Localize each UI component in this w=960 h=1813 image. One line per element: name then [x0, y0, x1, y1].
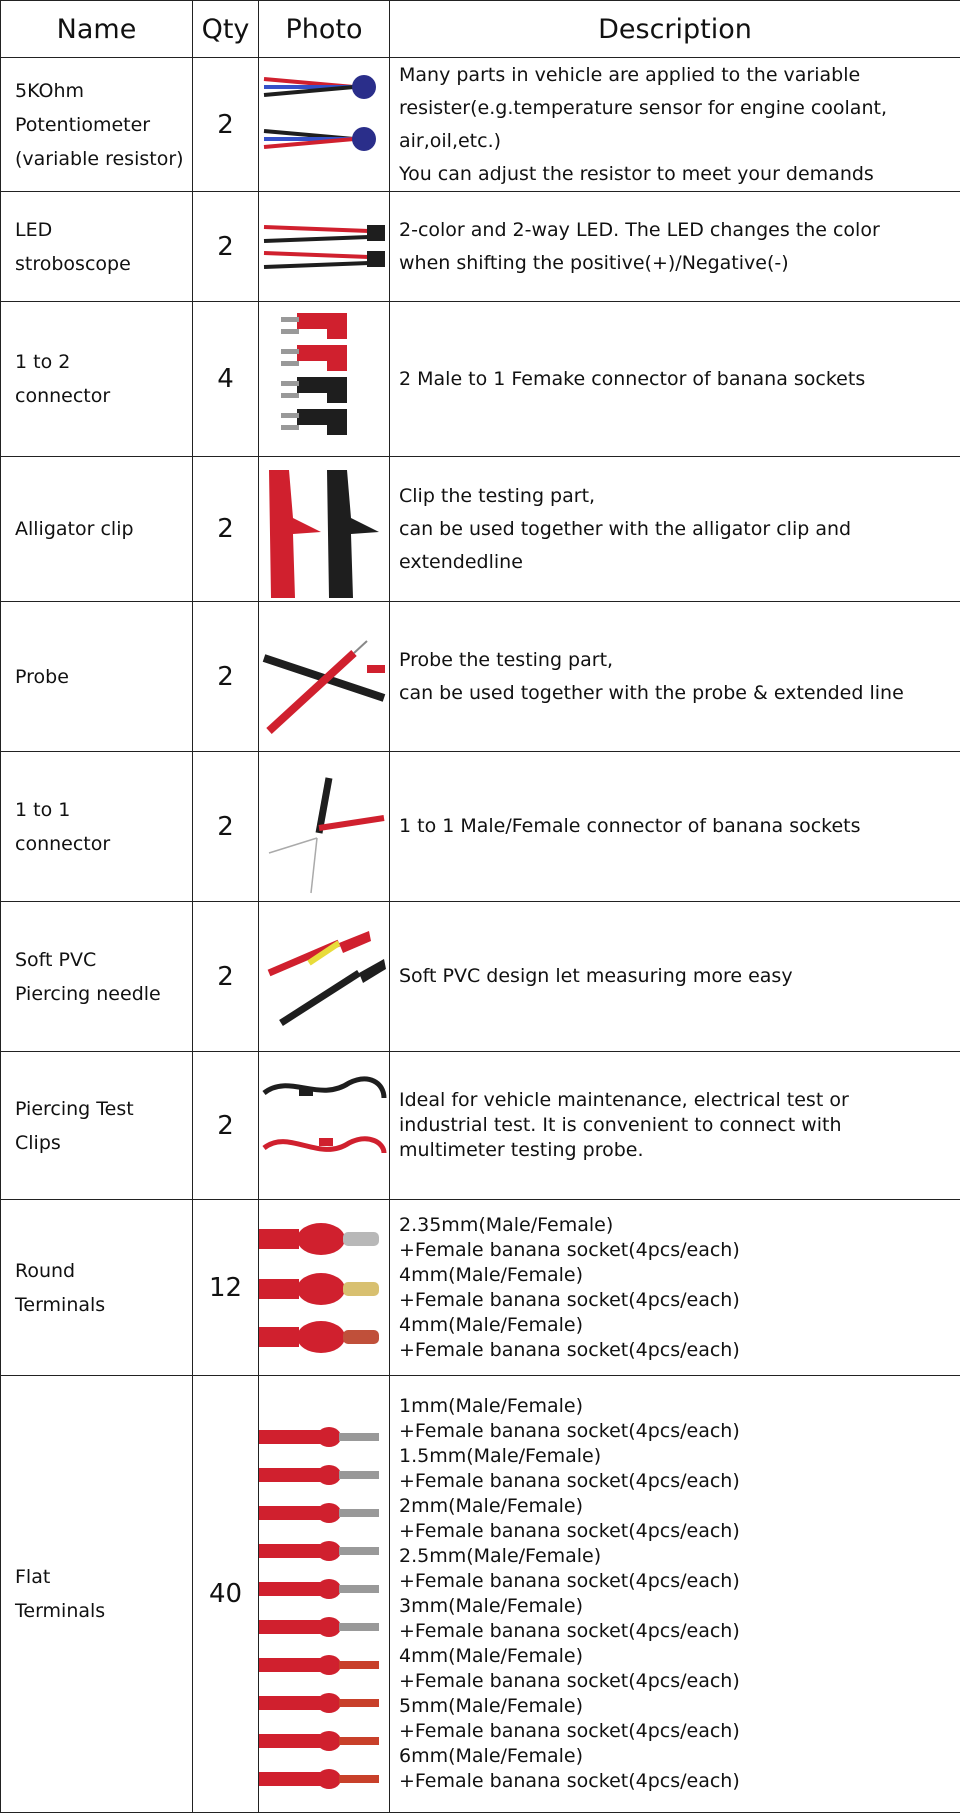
table-row [1, 602, 960, 752]
part-name-line: Round [15, 1254, 192, 1288]
part-description [390, 602, 960, 752]
description-line: 1.5mm(Male/Female) [399, 1444, 956, 1469]
round-terminals-photo [259, 1201, 390, 1375]
description-line: air,oil,etc.) [399, 125, 956, 158]
part-name [1, 192, 193, 302]
part-description [390, 58, 960, 192]
part-name-line: stroboscope [15, 247, 192, 281]
description-line: 1 to 1 Male/Female connector of banana sockets [399, 810, 956, 843]
description-line: Many parts in vehicle are applied to the variable [399, 59, 956, 92]
table-row [1, 752, 960, 902]
table-row [1, 302, 960, 457]
part-name [1, 902, 193, 1052]
part-qty: 12 [193, 1200, 259, 1376]
part-name [1, 302, 193, 457]
part-qty: 2 [193, 902, 259, 1052]
part-photo [259, 58, 390, 192]
description-line: +Female banana socket(4pcs/each) [399, 1338, 956, 1363]
part-name-line: 1 to 1 [15, 793, 192, 827]
part-name [1, 1052, 193, 1200]
description-line: +Female banana socket(4pcs/each) [399, 1519, 956, 1544]
part-name-line: (variable resistor) [15, 142, 192, 176]
part-description [390, 1052, 960, 1200]
part-name-line: connector [15, 827, 192, 861]
description-line: can be used together with the probe & extended line [399, 677, 956, 710]
description-line: extendedline [399, 546, 956, 579]
part-name-line: Probe [15, 660, 192, 694]
part-photo [259, 1376, 390, 1813]
part-photo [259, 302, 390, 457]
piercing-needle-photo [259, 903, 390, 1051]
description-line: +Female banana socket(4pcs/each) [399, 1419, 956, 1444]
header-row [1, 1, 960, 58]
description-line: 5mm(Male/Female) [399, 1694, 956, 1719]
description-line: multimeter testing probe. [399, 1138, 956, 1163]
part-photo [259, 1052, 390, 1200]
description-line: +Female banana socket(4pcs/each) [399, 1769, 956, 1794]
part-photo [259, 192, 390, 302]
description-line: +Female banana socket(4pcs/each) [399, 1619, 956, 1644]
table-row [1, 58, 960, 192]
description-line: 4mm(Male/Female) [399, 1263, 956, 1288]
description-line: +Female banana socket(4pcs/each) [399, 1469, 956, 1494]
part-description [390, 302, 960, 457]
description-line: 4mm(Male/Female) [399, 1313, 956, 1338]
description-line: +Female banana socket(4pcs/each) [399, 1719, 956, 1744]
description-line: +Female banana socket(4pcs/each) [399, 1288, 956, 1313]
table-row [1, 902, 960, 1052]
part-name-line: Piercing Test [15, 1092, 192, 1126]
part-description [390, 1376, 960, 1813]
flat-terminals-photo [259, 1377, 390, 1812]
part-photo [259, 602, 390, 752]
part-name-line: 5KOhm [15, 74, 192, 108]
part-name-line: 1 to 2 [15, 345, 192, 379]
part-name [1, 1200, 193, 1376]
part-photo [259, 752, 390, 902]
part-name [1, 602, 193, 752]
description-line: 2.5mm(Male/Female) [399, 1544, 956, 1569]
part-description [390, 1200, 960, 1376]
part-name-line: Terminals [15, 1594, 192, 1628]
table-row [1, 192, 960, 302]
potentiometer-photo [259, 59, 390, 191]
part-name-line: LED [15, 213, 192, 247]
description-line: 6mm(Male/Female) [399, 1744, 956, 1769]
header-name: Name [1, 1, 193, 58]
part-qty: 2 [193, 58, 259, 192]
description-line: Clip the testing part, [399, 480, 956, 513]
description-line: 3mm(Male/Female) [399, 1594, 956, 1619]
table-row [1, 1052, 960, 1200]
description-line: when shifting the positive(+)/Negative(-) [399, 247, 956, 280]
description-line: 2 Male to 1 Femake connector of banana sockets [399, 363, 956, 396]
part-qty: 4 [193, 302, 259, 457]
description-line: resister(e.g.temperature sensor for engine coolant, [399, 92, 956, 125]
part-photo [259, 457, 390, 602]
part-name-line: Flat [15, 1560, 192, 1594]
part-name-line: Alligator clip [15, 512, 192, 546]
description-line: can be used together with the alligator clip and [399, 513, 956, 546]
part-name-line: Piercing needle [15, 977, 192, 1011]
description-line: You can adjust the resistor to meet your demands [399, 158, 956, 191]
part-description [390, 752, 960, 902]
part-name-line: Potentiometer [15, 108, 192, 142]
part-name-line: connector [15, 379, 192, 413]
table-row [1, 1200, 960, 1376]
description-line: Ideal for vehicle maintenance, electrical test or [399, 1088, 956, 1113]
header-description: Description [390, 1, 960, 58]
part-qty: 2 [193, 192, 259, 302]
description-line: 2.35mm(Male/Female) [399, 1213, 956, 1238]
header-qty: Qty [193, 1, 259, 58]
part-name [1, 58, 193, 192]
part-photo [259, 902, 390, 1052]
description-line: Soft PVC design let measuring more easy [399, 960, 956, 993]
piercing-clips-photo [259, 1053, 390, 1199]
probe-photo [259, 603, 390, 751]
table-body [1, 58, 960, 1813]
table-row [1, 1376, 960, 1813]
part-name-line: Clips [15, 1126, 192, 1160]
description-line: +Female banana socket(4pcs/each) [399, 1569, 956, 1594]
description-line: +Female banana socket(4pcs/each) [399, 1669, 956, 1694]
table-row [1, 457, 960, 602]
part-photo [259, 1200, 390, 1376]
part-qty: 40 [193, 1376, 259, 1813]
part-description [390, 192, 960, 302]
part-name [1, 752, 193, 902]
description-line: industrial test. It is convenient to connect with [399, 1113, 956, 1138]
part-qty: 2 [193, 1052, 259, 1200]
description-line: +Female banana socket(4pcs/each) [399, 1238, 956, 1263]
alligator-photo [259, 458, 390, 601]
description-line: 1mm(Male/Female) [399, 1394, 956, 1419]
part-name-line: Soft PVC [15, 943, 192, 977]
part-qty: 2 [193, 752, 259, 902]
part-description [390, 902, 960, 1052]
connector-1to1-photo [259, 753, 390, 901]
description-line: Probe the testing part, [399, 644, 956, 677]
description-line: 2mm(Male/Female) [399, 1494, 956, 1519]
connector-1to2-photo [259, 303, 390, 456]
part-qty: 2 [193, 602, 259, 752]
part-name-line: Terminals [15, 1288, 192, 1322]
led-photo [259, 193, 390, 301]
description-line: 4mm(Male/Female) [399, 1644, 956, 1669]
description-line: 2-color and 2-way LED. The LED changes the color [399, 214, 956, 247]
part-name [1, 1376, 193, 1813]
header-photo: Photo [259, 1, 390, 58]
part-description [390, 457, 960, 602]
part-qty: 2 [193, 457, 259, 602]
part-name [1, 457, 193, 602]
